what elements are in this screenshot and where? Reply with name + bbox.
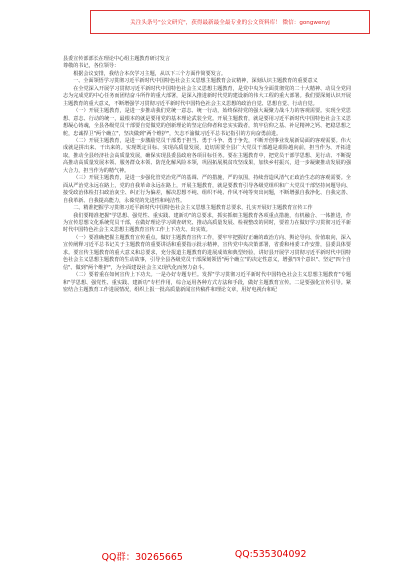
salutation: 尊敬的书记，各位领导： [63,63,120,70]
paragraph: （一）要准确把握主题教育宣传重点。做好主题教育宣传工作，要牢牢把握好正确的政治方向、舆论导向、价值取向，深入宣传阐释习近平总书记关于主题教育的重要讲话和重要指示批示精神，宣传党中央决策部署，省委和州委工作安排，县委具体要求。要宣传主题教育的重大意义和总要求，充分报道主题教育的进展成效和典型经验，讲好县开展学习贯彻习近平新时代中国特色社会主义思想主题教育的生动故事，引导全县各级党员干部深刻领悟"两个确立"的决定性意义，增强"四个意识"、坚定"四个自信"、做到"两个维护"，为全面建设社会主义现代化而努力奋斗。 [63,234,351,271]
paragraph: （二）要着重在如何宣传上下功夫。一是办好专题专栏。发挥"学习贯彻习近平新时代中国特色社会主义思想主题教育"专题和"学思想、强党性、重实践、建新功"专栏作用，综合运用各种方式方法和手段，做好主题教育宣传。二是要强化宣传引导。紧密结合主题教育工作进展情况，组织上报一批高质量新闻宣传稿件和理论文章，用好电视台和纪 [63,272,351,294]
paragraph: （一）开展主题教育，是进一步推动我们党统一意志、统一行动，始终保持党的强大凝聚力战斗力的客观需要。实现全党思想、意志、行动的统一，最根本的就是要用党的基本理论武装全党。开展主题教育，就是要用习近平新时代中国特色社会主义思想凝心铸魂，全县各级党员干部要自觉做党的创新理论的坚定信仰者和忠实实践者，筑牢信仰之基、补足精神之钙、把稳思想之舵，忠诚捍卫"两个确立"，坚决做到"两个维护"，矢志不渝做习近平总书记指引的方向奋勇前进。 [63,108,351,137]
paragraph: 我们要精准把握"学思想、强党性、重实践、建新功"的总要求，抓实抓细主题教育各项重点措施，有机融合、一体推进，作为宣传思想文化系统党员干部，在做好理论学习调查研究、推动高质量发展、检视整改的同时，要着力在做好学习贯彻习近平新时代中国特色社会主义思想主题教育宣传工作上下功夫、出实效。 [63,212,351,234]
paragraph: 根据会议安排，我结合本次学习主题，从以下三个方面作简要发言。 [73,70,227,77]
top-notice-text: 关注头条号"公文研究"，获得最新最全最专业的公文资料库！ 微信：gongwenyj [130,20,330,26]
document-title: 县委宣传部部长在理论中心组主题教育研讨发言 [63,56,170,62]
qq-contact-label: QQ:535304092 [234,549,307,560]
paragraph: （二）开展主题教育，是进一步激励党员干部勇于担当、勇于斗争、勇于争先，不断开创事业发展新局面的客观需要。伟大成就是拼出来、干出来的。实现既定目标、实现高质量发展，迫切需要全县广大党员干部越是艰险越向前，担当作为、开拓进取，推动全县经济社会高质量发展，确保实现县委县政府各项目标任务。要在主题教育中，把党员干部学思想、见行动、不断提高推动高质量发展本领、服务群众本领、防范化解风险本领，巩固拓展脱贫攻坚成果，加快乡村振兴，进一步凝聚推动发展的强大合力，担当作为的精气神。 [63,137,351,174]
section-heading: 一、全面领悟学习贯彻习近平新时代中国特色社会主义思想主题教育会议精神，深刻认识主题教育的重要意义 [73,78,318,85]
document-body [63,56,351,295]
section-heading: 二、精准把握学习贯彻习近平新时代中国特色社会主义思想主题教育总要求，扎实开展好主题教育宣传工作 [73,205,313,212]
top-notice-banner [90,10,370,34]
paragraph: （三）开展主题教育，是进一步强化管党治党严的基调、严的措施，严的氛围，持续营造风清气正政治生态的客观需要。全面从严治党永远在路上，党的自我革命永远在路上，开展主题教育，就是要教育引导各级党组织和广大党员干部坚持问题导向、接受政治体检打扫政治灰尘、纠正行为偏差，解决思想不纯、组织不纯、作风不纯等突出问题，不断增强自我净化、自我完善、自我革新、自我提高能力，永葆党的先进性和纯洁性。 [63,175,351,204]
paragraph: 在全党深入开展学习贯彻习近平新时代中国特色社会主义思想主题教育，是党中央为全面贯彻党的二十大精神、动员全党同志为完成党的中心任务而团结奋斗所作的重大部署，是深入推进新时代党的建设新的伟大工程的重大部署。我们要深刻认识开展主题教育的重大意义，不断增强学习贯彻习近平新时代中国特色社会主义思想的政治自觉、思想自觉、行动自觉。 [63,85,351,107]
footer-contact [0,549,408,563]
qq-group-label: QQ群：30265665 [101,552,183,563]
